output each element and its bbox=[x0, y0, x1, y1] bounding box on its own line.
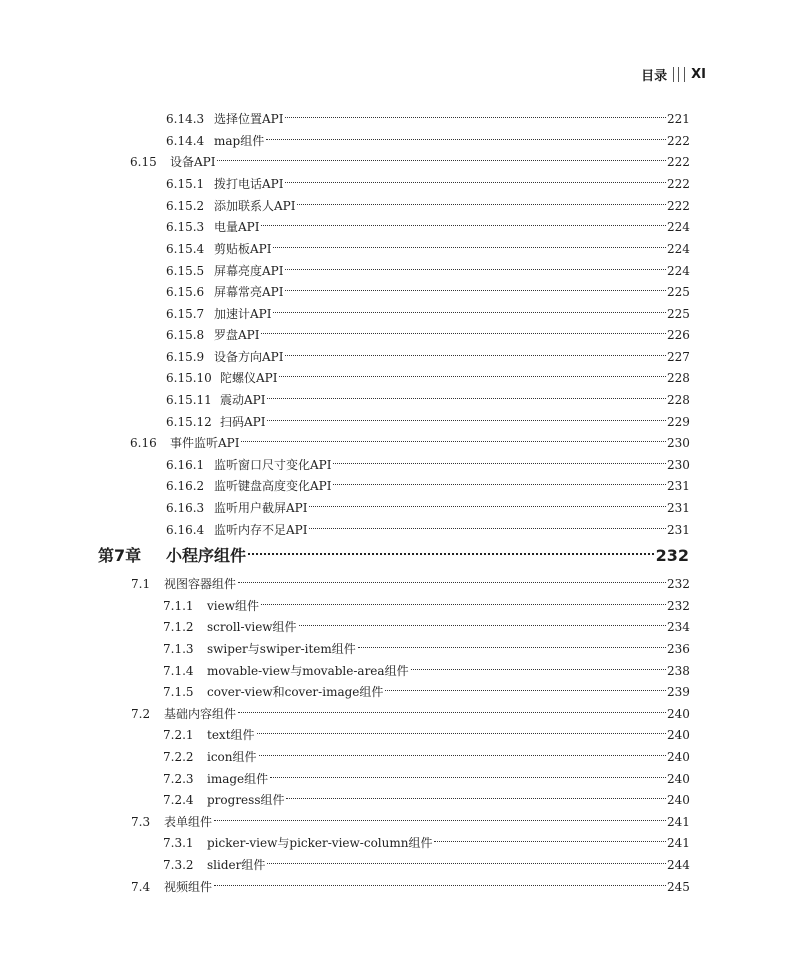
toc-entry-page-number: 240 bbox=[667, 728, 690, 742]
toc-entry-title: 设备方向API bbox=[214, 350, 284, 364]
toc-entry-title: 拨打电话API bbox=[214, 177, 284, 191]
toc-entry-number: 6.16.3 bbox=[166, 501, 205, 515]
toc-entry-page-number: 232 bbox=[655, 546, 689, 565]
toc-entry-number: 7.2 bbox=[131, 707, 151, 721]
dot-leader bbox=[238, 697, 666, 718]
toc-entry-title: 剪贴板API bbox=[214, 242, 272, 256]
toc-entry-title: map组件 bbox=[214, 134, 265, 148]
toc-entry-title: cover-view和cover-image组件 bbox=[207, 685, 384, 699]
toc-entry-page-number: 221 bbox=[667, 112, 690, 126]
toc-entry bbox=[131, 870, 690, 894]
toc-entry-page-number: 234 bbox=[667, 620, 690, 634]
toc-entry-title: view组件 bbox=[207, 599, 259, 613]
toc-entry bbox=[163, 610, 690, 634]
toc-entry bbox=[166, 361, 690, 385]
dot-leader bbox=[285, 254, 666, 275]
toc-entry bbox=[166, 469, 690, 493]
dot-leader bbox=[261, 589, 666, 610]
toc-entry-title: swiper与swiper-item组件 bbox=[207, 642, 356, 656]
dot-leader bbox=[270, 762, 666, 783]
toc-entry-title: icon组件 bbox=[207, 750, 257, 764]
toc-entry bbox=[131, 805, 690, 829]
toc-entry-number: 6.14.3 bbox=[166, 112, 205, 126]
toc-entry-number: 7.3 bbox=[131, 815, 151, 829]
toc-entry bbox=[163, 718, 690, 742]
dot-leader bbox=[267, 405, 666, 426]
toc-entry-number: 7.2.1 bbox=[163, 728, 194, 742]
toc-entry-page-number: 222 bbox=[667, 155, 690, 169]
toc-entry-number: 6.15.6 bbox=[166, 285, 205, 299]
toc-entry-title: progress组件 bbox=[207, 793, 285, 807]
toc-entry bbox=[163, 632, 690, 656]
toc-entry-title: slider组件 bbox=[207, 858, 266, 872]
toc-entry bbox=[166, 405, 690, 429]
dot-leader bbox=[285, 167, 666, 188]
toc-entry-number: 第7章 bbox=[98, 546, 142, 565]
dot-leader bbox=[309, 491, 666, 512]
dot-leader bbox=[266, 124, 666, 145]
toc-entry-title: 选择位置API bbox=[214, 112, 284, 126]
dot-leader bbox=[411, 654, 666, 675]
toc-entry-number: 7.1.2 bbox=[163, 620, 194, 634]
toc-entry bbox=[163, 675, 690, 699]
toc-entry bbox=[166, 189, 690, 213]
toc-entry-page-number: 230 bbox=[667, 436, 690, 450]
toc-entry-page-number: 240 bbox=[667, 707, 690, 721]
toc-entry bbox=[166, 318, 690, 342]
toc-entry bbox=[166, 102, 690, 126]
toc-entry-title: image组件 bbox=[207, 772, 269, 786]
toc-entry-title: scroll-view组件 bbox=[207, 620, 297, 634]
toc-entry-number: 7.1.3 bbox=[163, 642, 194, 656]
toc-entry-title: 震动API bbox=[220, 393, 266, 407]
toc-entry-number: 6.15.5 bbox=[166, 264, 205, 278]
toc-entry-title: picker-view与picker-view-column组件 bbox=[207, 836, 433, 850]
toc-entry-title: text组件 bbox=[207, 728, 255, 742]
toc-entry-number: 6.15.9 bbox=[166, 350, 205, 364]
toc-entry bbox=[130, 145, 690, 169]
toc-entry-page-number: 230 bbox=[667, 458, 690, 472]
toc-entry-page-number: 232 bbox=[667, 577, 690, 591]
toc-entry-page-number: 238 bbox=[667, 664, 690, 678]
toc-entry-number: 7.4 bbox=[131, 880, 151, 894]
toc-entry-page-number: 229 bbox=[667, 415, 690, 429]
dot-leader bbox=[358, 632, 666, 653]
toc-entry-page-number: 222 bbox=[667, 134, 690, 148]
toc-entry bbox=[166, 297, 690, 321]
toc-entry-title: movable-view与movable-area组件 bbox=[207, 664, 409, 678]
toc-entry-title: 小程序组件 bbox=[166, 546, 247, 565]
toc-entry-number: 6.15.12 bbox=[166, 415, 212, 429]
toc-entry bbox=[166, 513, 690, 537]
toc-entry-number: 6.15 bbox=[130, 155, 157, 169]
toc-entry-number: 6.16.1 bbox=[166, 458, 205, 472]
dot-leader bbox=[286, 783, 666, 804]
dot-leader bbox=[285, 275, 666, 296]
dot-leader bbox=[309, 513, 666, 534]
toc-entry bbox=[163, 848, 690, 872]
dot-leader bbox=[434, 826, 666, 847]
toc-entry-page-number: 240 bbox=[667, 793, 690, 807]
toc-entry-number: 6.15.8 bbox=[166, 328, 205, 342]
toc-entry-title: 设备API bbox=[170, 155, 216, 169]
toc-entry-page-number: 236 bbox=[667, 642, 690, 656]
toc-entry-title: 事件监听API bbox=[170, 436, 240, 450]
toc-entry-title: 表单组件 bbox=[164, 815, 213, 829]
toc-entry-page-number: 224 bbox=[667, 220, 690, 234]
toc-entry-page-number: 222 bbox=[667, 199, 690, 213]
toc-entry-title: 视频组件 bbox=[164, 880, 213, 894]
toc-entry-page-number: 225 bbox=[667, 307, 690, 321]
toc-entry-title: 陀螺仪API bbox=[220, 371, 278, 385]
toc-entry-page-number: 241 bbox=[667, 815, 690, 829]
dot-leader bbox=[385, 675, 666, 696]
toc-entry-title: 基础内容组件 bbox=[164, 707, 237, 721]
toc-entry-number: 7.3.2 bbox=[163, 858, 194, 872]
toc-entry-title: 电量API bbox=[214, 220, 260, 234]
toc-entry bbox=[166, 254, 690, 278]
toc-entry-number: 6.15.2 bbox=[166, 199, 205, 213]
toc-entry bbox=[163, 826, 690, 850]
toc-entry-page-number: 224 bbox=[667, 242, 690, 256]
toc-entry bbox=[163, 589, 690, 613]
toc-entry bbox=[166, 124, 690, 148]
toc-entry-page-number: 226 bbox=[667, 328, 690, 342]
toc-entry-page-number: 227 bbox=[667, 350, 690, 364]
dot-leader bbox=[299, 610, 666, 631]
toc-entry-page-number: 225 bbox=[667, 285, 690, 299]
toc-entry-title: 扫码API bbox=[220, 415, 266, 429]
toc-entry-number: 7.1 bbox=[131, 577, 151, 591]
toc-entry-page-number: 228 bbox=[667, 393, 690, 407]
toc-entry bbox=[166, 340, 690, 364]
toc-entry-title: 加速计API bbox=[214, 307, 272, 321]
toc-entry bbox=[163, 762, 690, 786]
toc-entry-page-number: 244 bbox=[667, 858, 690, 872]
toc-entry-number: 6.16.4 bbox=[166, 523, 205, 537]
toc-entry-number: 6.15.1 bbox=[166, 177, 205, 191]
toc-entry bbox=[166, 275, 690, 299]
toc-entry-number: 7.2.4 bbox=[163, 793, 194, 807]
toc-entry-page-number: 228 bbox=[667, 371, 690, 385]
toc-entry-number: 7.2.3 bbox=[163, 772, 194, 786]
toc-entry-number: 6.15.3 bbox=[166, 220, 205, 234]
toc-chapter-entry bbox=[98, 540, 689, 566]
toc-entry bbox=[130, 426, 690, 450]
dot-leader bbox=[217, 145, 666, 166]
toc-entry bbox=[166, 167, 690, 191]
toc-entry-page-number: 241 bbox=[667, 836, 690, 850]
toc-entry-number: 6.16 bbox=[130, 436, 157, 450]
toc-entry-number: 6.15.4 bbox=[166, 242, 205, 256]
toc-entry-title: 监听内存不足API bbox=[214, 523, 308, 537]
dot-leader bbox=[297, 189, 666, 210]
toc-entry-number: 6.16.2 bbox=[166, 479, 205, 493]
toc-entry-page-number: 240 bbox=[667, 772, 690, 786]
toc-entry-page-number: 231 bbox=[667, 501, 690, 515]
toc-entry bbox=[163, 783, 690, 807]
dot-leader bbox=[259, 740, 666, 761]
toc-entry-title: 罗盘API bbox=[214, 328, 260, 342]
toc-entry bbox=[131, 567, 690, 591]
toc-entry-page-number: 231 bbox=[667, 523, 690, 537]
dot-leader bbox=[248, 540, 654, 561]
toc-entry bbox=[166, 210, 690, 234]
toc-entry bbox=[131, 697, 690, 721]
dot-leader bbox=[261, 210, 666, 231]
dot-leader bbox=[214, 805, 666, 826]
dot-leader bbox=[267, 848, 666, 869]
toc-entry bbox=[163, 654, 690, 678]
dot-leader bbox=[333, 448, 666, 469]
toc-entry-page-number: 245 bbox=[667, 880, 690, 894]
toc-entry-title: 屏幕亮度API bbox=[214, 264, 284, 278]
toc-entry bbox=[166, 232, 690, 256]
toc-entry-number: 6.15.10 bbox=[166, 371, 212, 385]
toc-entry-title: 监听键盘高度变化API bbox=[214, 479, 332, 493]
dot-leader bbox=[261, 318, 666, 339]
toc-entry-title: 添加联系人API bbox=[214, 199, 296, 213]
toc-entry-number: 7.3.1 bbox=[163, 836, 194, 850]
toc-entry-page-number: 232 bbox=[667, 599, 690, 613]
toc-entry-number: 6.15.7 bbox=[166, 307, 205, 321]
dot-leader bbox=[267, 383, 666, 404]
toc-entry-title: 监听用户截屏API bbox=[214, 501, 308, 515]
header-section-title: 目录 bbox=[641, 68, 668, 84]
dot-leader bbox=[273, 232, 666, 253]
dot-leader bbox=[279, 361, 666, 382]
toc-entry bbox=[163, 740, 690, 764]
dot-leader bbox=[285, 102, 666, 123]
toc-entry-number: 7.1.4 bbox=[163, 664, 194, 678]
toc-entry-title: 屏幕常亮API bbox=[214, 285, 284, 299]
dot-leader bbox=[241, 426, 666, 447]
toc-entry-page-number: 240 bbox=[667, 750, 690, 764]
toc-entry-page-number: 224 bbox=[667, 264, 690, 278]
toc-entry bbox=[166, 383, 690, 407]
toc-entry-number: 6.15.11 bbox=[166, 393, 212, 407]
toc-entry-number: 6.14.4 bbox=[166, 134, 205, 148]
toc-entry-title: 视图容器组件 bbox=[164, 577, 237, 591]
dot-leader bbox=[273, 297, 666, 318]
toc-entry-number: 7.2.2 bbox=[163, 750, 194, 764]
toc-entry-page-number: 231 bbox=[667, 479, 690, 493]
toc-entry bbox=[166, 448, 690, 472]
toc-entry-number: 7.1.1 bbox=[163, 599, 194, 613]
toc-entry-page-number: 222 bbox=[667, 177, 690, 191]
dot-leader bbox=[214, 870, 666, 891]
header-page-number: XI bbox=[691, 66, 706, 82]
dot-leader bbox=[238, 567, 666, 588]
toc-entry-page-number: 239 bbox=[667, 685, 690, 699]
dot-leader bbox=[333, 469, 666, 490]
toc-entry-title: 监听窗口尺寸变化API bbox=[214, 458, 332, 472]
dot-leader bbox=[257, 718, 666, 739]
dot-leader bbox=[285, 340, 666, 361]
toc-entry bbox=[166, 491, 690, 515]
toc-entry-number: 7.1.5 bbox=[163, 685, 194, 699]
